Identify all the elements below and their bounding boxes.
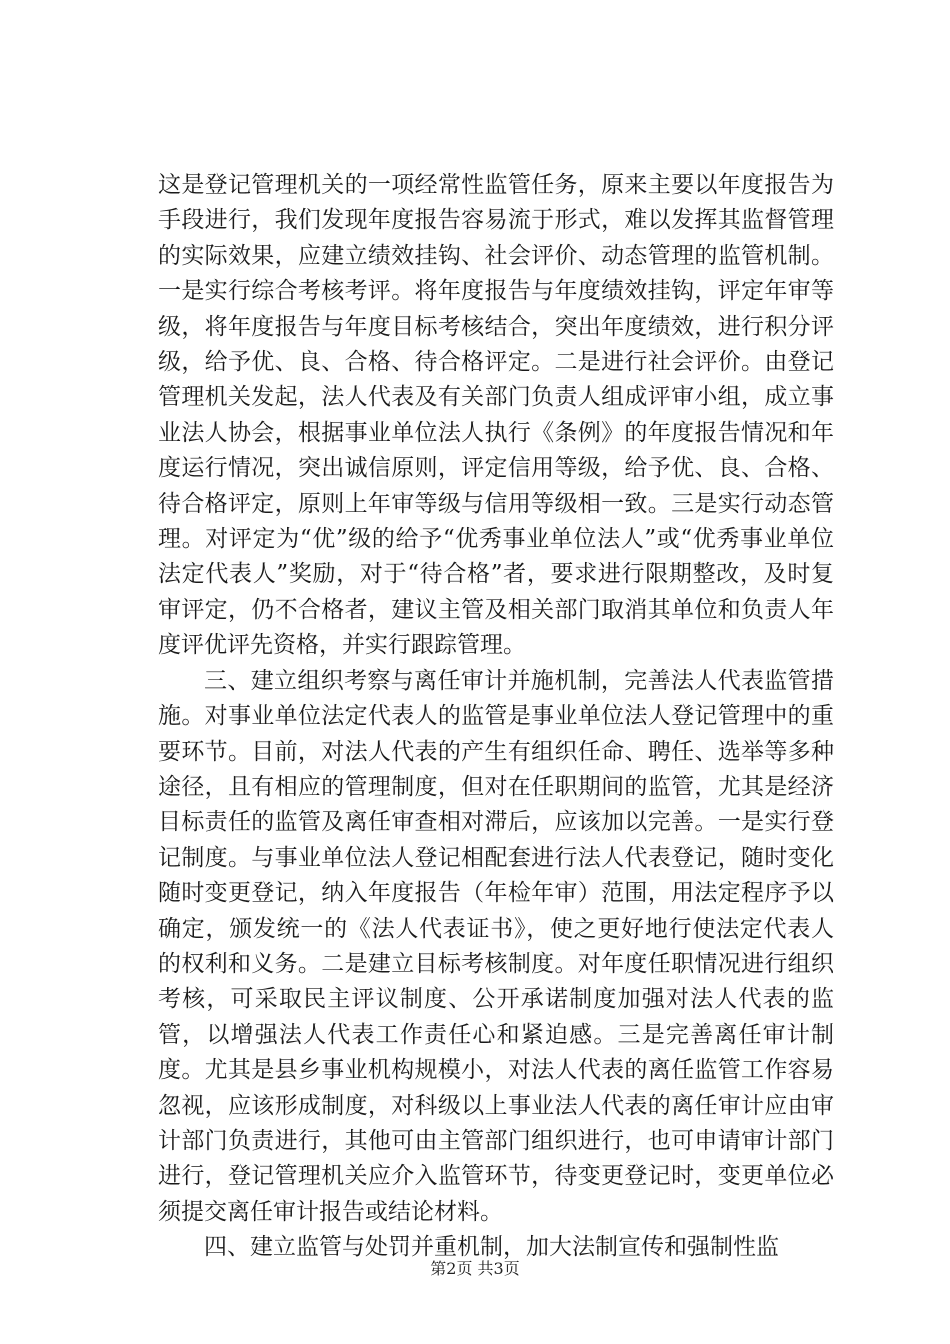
page-footer: 第2页 共3页: [430, 1259, 520, 1278]
paragraph-2: 三、建立组织考察与离任审计并施机制，完善法人代表监管措施。对事业单位法定代表人的监管是事业单位法人登记管理中的重要环节。目前，对法人代表的产生有组织任命、聘任、选举等多种途径，且有相应的管理制度，但对在任职期间的监管，尤其是经济目标责任的监管及离任审查相对滞后，应该加以完善。一是实行登记制度。与事业单位法人登记相配套进行法人代表登记，随时变化随时变更登记，纳入年度报告（年检年审）范围，用法定程序予以确定，颁发统一的《法人代表证书》，使之更好地行使法定代表人的权利和义务。二是建立目标考核制度。对年度任职情况进行组织考核，可采取民主评议制度、公开承诺制度加强对法人代表的监管，以增强法人代表工作责任心和紧迫感。三是完善离任审计制度。尤其是县乡事业机构规模小，对法人代表的离任监管工作容易忽视，应该形成制度，对科级以上事业法人代表的离任审计应由审计部门负责进行，其他可由主管部门组织进行，也可申请审计部门进行，登记管理机关应介入监管环节，待变更登记时，变更单位必须提交离任审计报告或结论材料。: [158, 667, 834, 1225]
paragraph-1: 这是登记管理机关的一项经常性监管任务，原来主要以年度报告为手段进行，我们发现年度报告容易流于形式，难以发挥其监督管理的实际效果，应建立绩效挂钩、社会评价、动态管理的监管机制。一是实行综合考核考评。将年度报告与年度绩效挂钩，评定年审等级，将年度报告与年度目标考核结合，突出年度绩效，进行积分评级，给予优、良、合格、待合格评定。二是进行社会评价。由登记管理机关发起，法人代表及有关部门负责人组成评审小组，成立事业法人协会，根据事业单位法人执行《条例》的年度报告情况和年度运行情况，突出诚信原则，评定信用等级，给予优、良、合格、待合格评定，原则上年审等级与信用等级相一致。三是实行动态管理。对评定为“优”级的给予“优秀事业单位法人”或“优秀事业单位法定代表人”奖励，对于“待合格”者，要求进行限期整改，及时复审评定，仍不合格者，建议主管及相关部门取消其单位和负责人年度评优评先资格，并实行跟踪管理。: [158, 172, 834, 659]
paragraph-3: 四、建立监管与处罚并重机制，加大法制宣传和强制性监: [204, 1234, 779, 1261]
document-body: [158, 168, 834, 1266]
